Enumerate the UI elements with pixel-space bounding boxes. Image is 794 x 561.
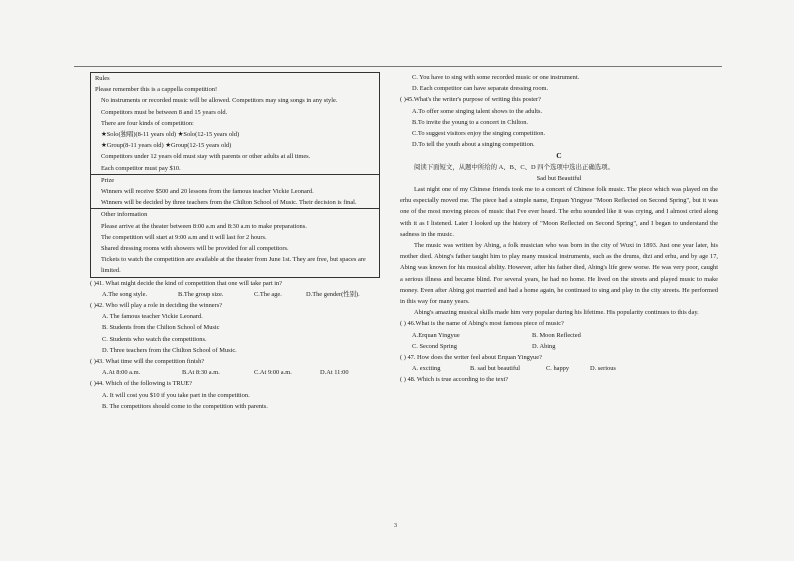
option: B.The group size. <box>178 290 224 298</box>
option: B. sad but beautiful <box>470 365 521 373</box>
other-info-line: Shared dressing rooms with showers will be provided for all competitors. <box>101 245 289 253</box>
option: A. exciting <box>412 365 441 373</box>
poster-box <box>90 72 380 278</box>
option: D.At 11:00 <box>320 369 349 377</box>
rules-line: Each competitor must pay $10. <box>101 164 181 172</box>
option: D.The gender(性别). <box>306 290 360 298</box>
rules-line: Competitors must be between 8 and 15 years old. <box>101 108 228 116</box>
option: D. Three teachers from the Chilton School of Music. <box>102 346 237 354</box>
options-47 <box>400 363 718 374</box>
option: B.To invite the young to a concert in Chilton. <box>412 118 528 126</box>
option: D.To tell the youth about a singing competition. <box>412 141 535 149</box>
rules-line: Please remember this is a cappella competition! <box>95 86 218 94</box>
option: D. serious <box>590 365 616 373</box>
option: C. happy <box>546 365 570 373</box>
prize-line: Winners will be decided by three teachers from the Chilton School of Music. Their decision is final. <box>101 199 357 207</box>
rules-line: There are four kinds of competition: <box>101 119 194 127</box>
instruction: 阅读下面短文，从题中所给的 A、B、C、D 四个选项中选出正确选项。 <box>414 163 614 171</box>
option: C. You have to sing with some recorded music or one instrument. <box>412 74 580 81</box>
other-info-line: Please arrive at the theater between 8:00 a.m and 8:30 a.m to make preparations. <box>101 222 307 230</box>
passage-paragraph: Last night one of my Chinese friends took me to a concert of Chinese folk music. The piece which was played on the erhu especially moved me. The piece had a simple name, Erquan Yingyue "Moon Reflected on Second Spring", but it was one of the most moving pieces of music that I've ever heard. The erhu sounded like it was crying, and I almost cried along with it as I listened. Later I looked up the history of "Moon Reflected on Second Spring", and I began to understand the sadness in the music. <box>400 186 718 238</box>
rules-title: Rules <box>95 75 110 82</box>
option: C.At 9:00 a.m. <box>254 369 292 377</box>
rules-section <box>91 73 379 174</box>
question-48: ( ) 48. Which is true according to the text? <box>400 376 509 384</box>
passage-paragraph: Abing's amazing musical skills made him very popular during his lifetime. His popularity continues to this day. <box>414 309 699 317</box>
other-info-line: The competition will start at 9:00 a.m and it will last for 2 hours. <box>101 233 267 241</box>
option: A.To offer some singing talent shows to the adults. <box>412 107 543 115</box>
right-column <box>400 72 718 386</box>
question-47: ( ) 47. How does the writer feel about Erquan Yingyue? <box>400 354 542 362</box>
option: D. Each competitor can have separate dressing room. <box>412 85 549 93</box>
passage-paragraph: The music was written by Abing, a folk musician who was born in the city of Wuxi in 1893. Just one year later, his mother died. Abing's father taught him to play many musical instruments, such as the drums, dizi and erhu, and by age 17, Abing was known for his musical ability. However, after his father died, Abing's life grew worse. He was very poor, caught a serious illness and became blind. For several years, he had no home. He lived on the streets and played music to make money. Even after Abing got married and had a home again, he continued to sing and play in the city streets. He performed in this way for many years. <box>400 242 718 306</box>
question-44: ( )44. Which of the following is TRUE? <box>90 380 192 388</box>
rules-line: ★Group(8-11 years old) ★Group(12-15 years old) <box>101 142 232 150</box>
option: C. Second Spring <box>412 342 457 350</box>
option: A. It will cost you $10 if you take part in the competition. <box>102 391 250 399</box>
option: C.To suggest visitors enjoy the singing competition. <box>412 130 546 138</box>
prize-line: Winners will receive $500 and 20 lessons from the famous teacher Vickie Leonard. <box>101 188 314 196</box>
option: A.Erquan Yingyue <box>412 331 460 339</box>
option: C. Students who watch the competitions. <box>102 335 207 343</box>
option: A.The song style. <box>102 290 148 298</box>
options-43 <box>90 367 380 378</box>
question-43: ( )43. What time will the competition finish? <box>90 358 205 366</box>
options-41 <box>90 289 380 300</box>
question-45: ( )45.What's the writer's purpose of writing this poster? <box>400 96 541 104</box>
other-info-line: Tickets to watch the competition are available at the theater from June 1st. They are free, but spaces are limited. <box>101 256 366 275</box>
option: C.The age. <box>254 290 282 298</box>
page-number: 3 <box>394 523 397 529</box>
other-info-section <box>91 208 379 276</box>
passage-title: Sad but Beautiful <box>536 174 582 182</box>
option: A.At 8:00 a.m. <box>102 369 141 377</box>
option: B. The competitors should come to the competition with parents. <box>102 402 268 410</box>
options-46 <box>400 341 718 352</box>
option: B.At 8:30 a.m. <box>182 369 220 377</box>
prize-title: Prize <box>101 176 115 184</box>
option: D. Abing <box>532 342 556 350</box>
question-42: ( )42. Who will play a role in deciding the winners? <box>90 302 223 310</box>
section-letter: C <box>556 151 562 161</box>
prize-section <box>91 174 379 209</box>
rules-line: No instruments or recorded music will be allowed. Competitors may sing songs in any style. <box>101 97 338 105</box>
left-column <box>90 72 380 412</box>
option: B. Moon Reflected <box>532 331 581 339</box>
option: B. Students from the Chilton School of Music <box>102 324 220 332</box>
rules-line: Competitors under 12 years old must stay with parents or other adults at all times. <box>101 153 311 161</box>
top-rule <box>74 66 722 67</box>
other-info-title: Other information <box>101 211 148 219</box>
question-46: ( ) 46.What is the name of Abing's most famous piece of music? <box>400 320 564 328</box>
question-41: ( )41. What might decide the kind of competition that one will take part in? <box>90 279 283 287</box>
option: A. The famous teacher Vickie Leonard. <box>102 313 203 321</box>
options-46 <box>400 330 718 341</box>
rules-line: ★Solo(独唱)(8-11 years old) ★Solo(12-15 years old) <box>101 131 240 139</box>
